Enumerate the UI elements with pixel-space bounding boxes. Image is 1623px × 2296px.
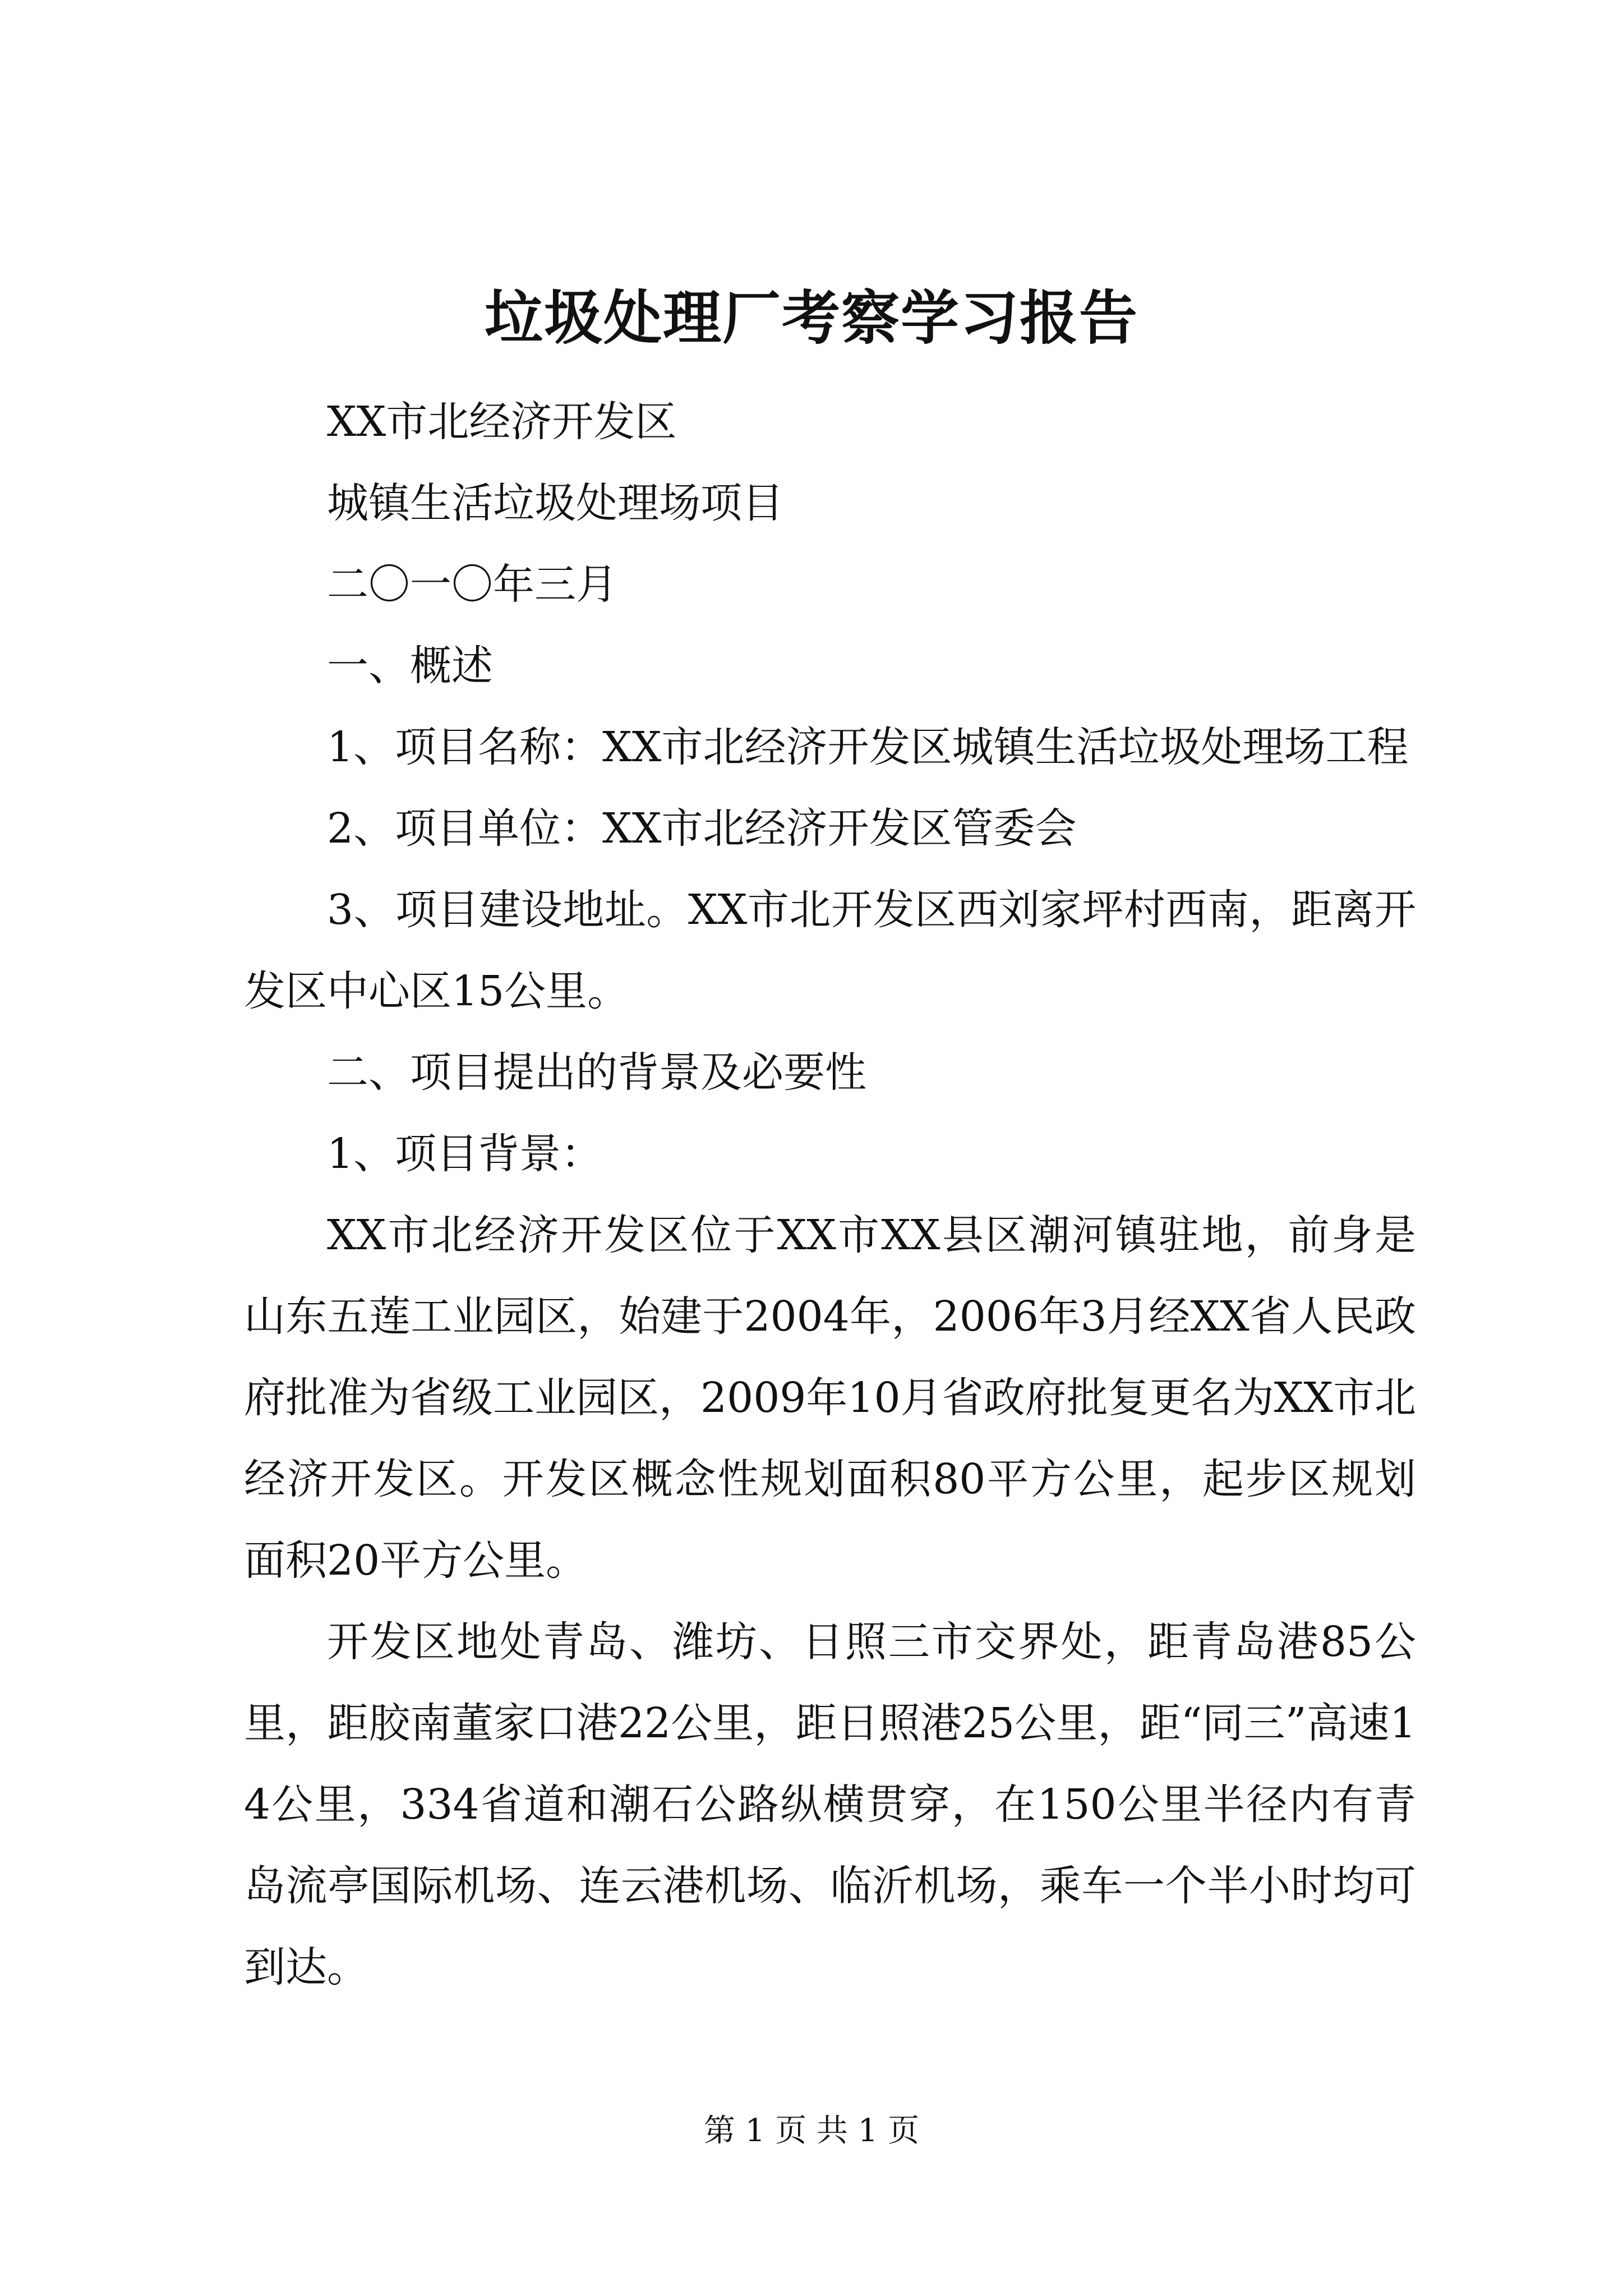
paragraph-project: 城镇生活垃圾处理场项目 — [327, 479, 783, 527]
paragraph-date: 二〇一〇年三月 — [327, 560, 617, 609]
paragraph-background-intro: XX市北经济开发区位于XX市XX县区潮河镇驻地，前身是山东五莲工业园区，始建于2004年，2006年3月经XX省人民政府批准为省级工业园区，2009年10月省政府批复更名为XX市北经济开发区。开发区概念性规划面积80平方公里，起步区规划面积20平方公里。 — [244, 1211, 1416, 1585]
paragraph-project-address: 3、项目建设地址。XX市北开发区西刘家坪村西南，距离开发区中心区15公里。 — [244, 886, 1416, 1015]
subheading-background: 1、项目背景： — [327, 1130, 603, 1178]
document-body — [244, 381, 1416, 2008]
paragraph-district: XX市北经济开发区 — [327, 398, 677, 446]
paragraph-location: 开发区地处青岛、潍坊、日照三市交界处，距青岛港85公里，距胶南董家口港22公里，距日照港25公里，距“同三”高速14公里，334省道和潮石公路纵横贯穿，在150公里半径内有青岛流亭国际机场、连云港机场、临沂机场，乘车一个半小时均可到达。 — [244, 1618, 1416, 1991]
page-footer: 第 1 页 共 1 页 — [703, 2113, 920, 2149]
paragraph-project-unit: 2、项目单位：XX市北经济开发区管委会 — [327, 804, 1077, 853]
document-title: 垃圾处理厂考察学习报告 — [484, 283, 1138, 352]
section-heading-overview: 一、概述 — [327, 642, 493, 690]
paragraph-project-name: 1、项目名称：XX市北经济开发区城镇生活垃圾处理场工程 — [327, 723, 1409, 771]
section-heading-background: 二、项目提出的背景及必要性 — [327, 1048, 866, 1097]
